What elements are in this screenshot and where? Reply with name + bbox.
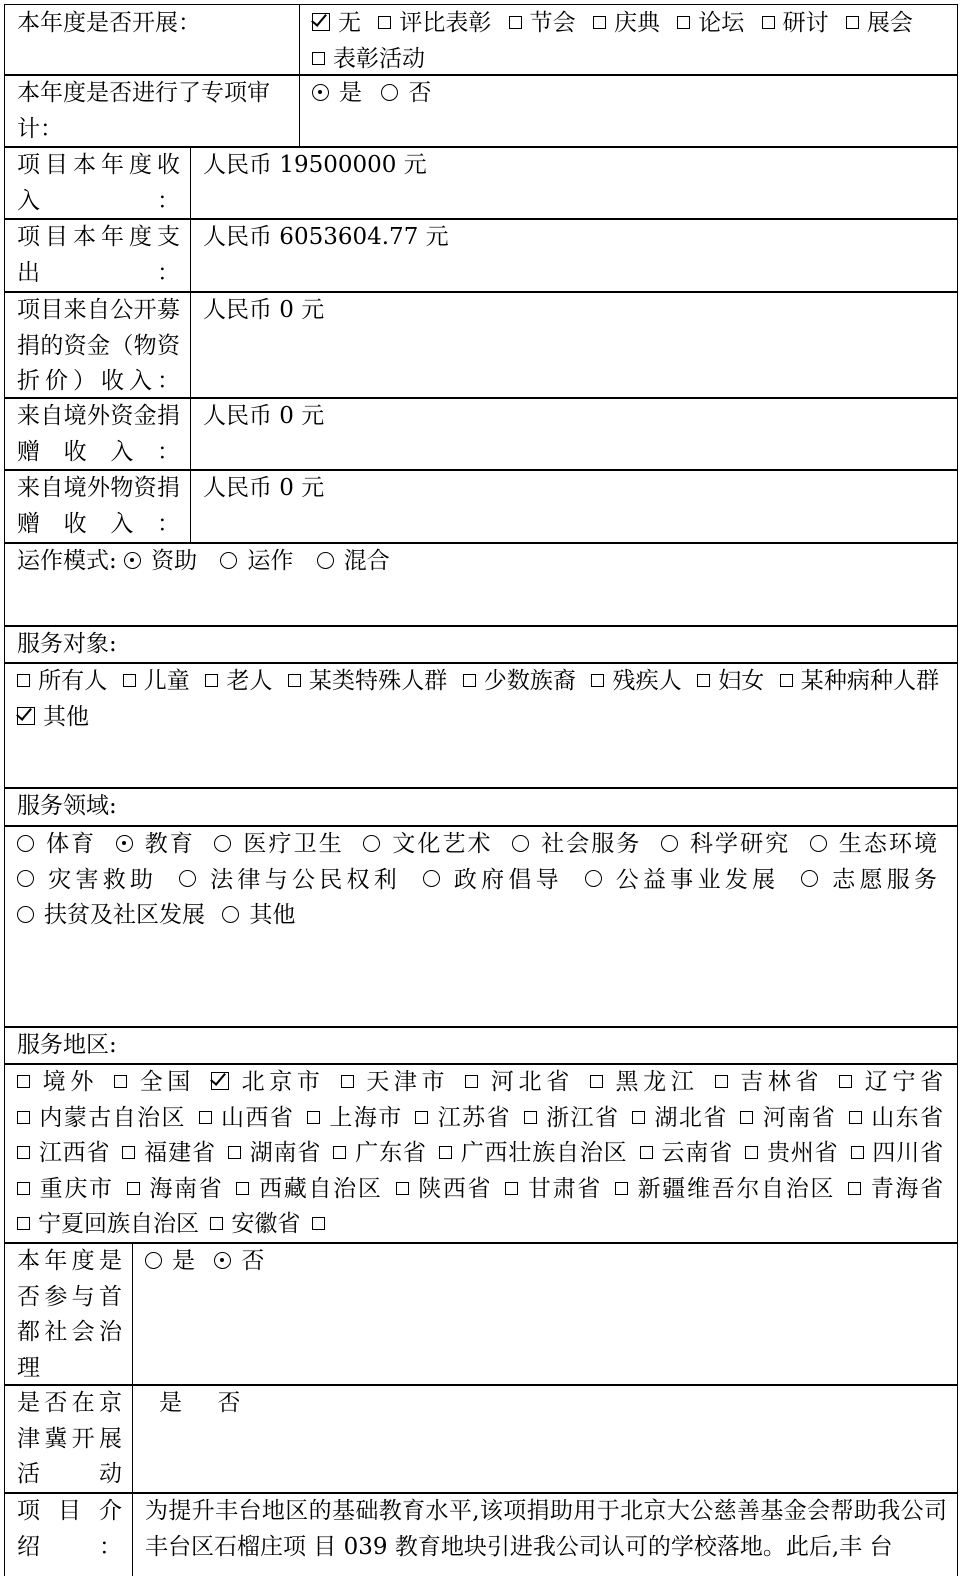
targets-option[interactable] xyxy=(780,668,939,694)
radio-icon[interactable] xyxy=(317,552,334,569)
regions-option[interactable] xyxy=(590,1069,699,1095)
regions-option-label: 北京市 xyxy=(236,1069,325,1095)
mode-option[interactable] xyxy=(317,548,390,574)
checkbox-icon[interactable] xyxy=(415,1111,428,1124)
jingjinji-options xyxy=(133,1385,957,1493)
fields-option-label: 扶贫及社区发展 xyxy=(44,902,205,928)
mode-label: 运作模式: xyxy=(17,548,117,574)
radio-icon[interactable] xyxy=(585,870,602,887)
audit-option[interactable] xyxy=(381,80,431,106)
regions-option[interactable] xyxy=(640,1140,733,1166)
regions-option[interactable] xyxy=(236,1176,382,1202)
fields-option[interactable] xyxy=(810,831,937,857)
activities-option[interactable] xyxy=(378,10,491,36)
mode-cell xyxy=(5,543,957,626)
regions-option-label: 黑龙江 xyxy=(610,1069,699,1095)
checkbox-icon[interactable] xyxy=(17,674,30,687)
regions-option-label: 青海省 xyxy=(869,1175,944,1202)
fields-option[interactable] xyxy=(585,867,780,893)
checkbox-icon[interactable] xyxy=(307,1111,320,1124)
regions-option-label: 湖南省 xyxy=(248,1140,322,1166)
checkbox-icon[interactable] xyxy=(341,1075,354,1088)
activities-label: 本年度是否开展： xyxy=(5,5,300,75)
regions-option[interactable] xyxy=(114,1069,195,1095)
fields-option[interactable] xyxy=(423,867,563,893)
fields-option-label: 生态环境 xyxy=(836,831,938,857)
checkbox-icon[interactable] xyxy=(590,1075,603,1088)
checkbox-icon[interactable] xyxy=(740,1111,753,1124)
checkbox-icon[interactable] xyxy=(745,1146,758,1159)
regions-option-label: 河南省 xyxy=(761,1104,837,1131)
activities-option-label: 表彰活动 xyxy=(333,45,425,72)
radio-icon[interactable] xyxy=(222,906,239,923)
checkbox-icon[interactable] xyxy=(114,1075,127,1088)
activities-option[interactable] xyxy=(762,10,829,36)
fields-option-label: 文化艺术 xyxy=(390,831,493,857)
regions-option-label: 江苏省 xyxy=(436,1104,511,1131)
radio-icon[interactable] xyxy=(145,1252,162,1269)
regions-option[interactable] xyxy=(415,1105,511,1131)
row-public-funds xyxy=(4,291,958,399)
checkbox-icon[interactable] xyxy=(839,1075,852,1088)
fields-option-label: 其他 xyxy=(249,902,296,928)
audit-options xyxy=(300,75,957,147)
fields-option[interactable] xyxy=(214,831,343,857)
targets-option[interactable] xyxy=(697,668,764,694)
radio-icon[interactable] xyxy=(810,835,827,852)
fields-option[interactable] xyxy=(222,902,295,928)
checkbox-icon[interactable] xyxy=(17,1075,30,1088)
regions-option-label: 新疆维吾尔自治区 xyxy=(635,1175,836,1202)
regions-option-label: 贵州省 xyxy=(766,1140,839,1166)
activities-option-label: 庆典 xyxy=(613,10,660,36)
regions-option-label: 西藏自治区 xyxy=(257,1175,383,1202)
checkbox-icon[interactable] xyxy=(849,1111,862,1124)
fields-option-label: 政府倡导 xyxy=(449,866,563,893)
regions-option[interactable] xyxy=(745,1140,838,1166)
foreign-funds-label: 来自境外资金捐赠收入： xyxy=(5,398,191,470)
activities-option[interactable] xyxy=(509,10,576,36)
regions-option[interactable] xyxy=(839,1069,943,1095)
checkbox-icon[interactable] xyxy=(439,1146,452,1159)
regions-option-label: 山西省 xyxy=(219,1104,295,1131)
radio-icon[interactable] xyxy=(661,835,678,852)
expense-label: 项目本年度支出： xyxy=(5,219,191,292)
regions-option[interactable] xyxy=(505,1176,602,1202)
capital_governance-option[interactable] xyxy=(145,1248,195,1274)
row-mode xyxy=(4,542,958,627)
capital-governance-label: 本年度是否参与首都社会治理 xyxy=(5,1243,133,1385)
regions-option[interactable] xyxy=(851,1140,944,1166)
regions-option[interactable] xyxy=(210,1211,300,1237)
fields-option-label: 医疗卫生 xyxy=(241,831,344,857)
fields-option[interactable] xyxy=(179,867,401,893)
regions-label: 服务地区: xyxy=(17,1032,117,1058)
fields-option-label: 志愿服务 xyxy=(827,866,938,893)
activities-option-label: 评比表彰 xyxy=(399,10,492,36)
targets-option-label: 某种病种人群 xyxy=(800,668,940,694)
regions-option[interactable] xyxy=(17,1176,114,1202)
regions-option[interactable] xyxy=(848,1176,943,1202)
checkbox-icon[interactable] xyxy=(463,674,476,687)
checked-checkbox-icon[interactable] xyxy=(211,1072,229,1090)
row-audit xyxy=(4,74,958,148)
targets-option[interactable] xyxy=(463,668,576,694)
intro-text: 为提升丰台地区的基础教育水平,该项捐助用于北京大公慈善基金会帮助我公司丰台区石榴庄项 目 039 教育地块引进我公司认可的学校落地。此后,丰 台 xyxy=(145,1498,947,1560)
checkbox-icon[interactable] xyxy=(122,1146,135,1159)
checkbox-icon[interactable] xyxy=(236,1182,249,1195)
radio-icon[interactable] xyxy=(214,835,231,852)
radio-icon[interactable] xyxy=(179,870,196,887)
row-intro xyxy=(4,1492,958,1576)
fields-label: 服务领域: xyxy=(17,793,117,819)
regions-option-label: 湖北省 xyxy=(653,1104,728,1131)
regions-option-label: 山东省 xyxy=(869,1104,944,1131)
regions-option-label: 内蒙古自治区 xyxy=(38,1104,186,1131)
checked-checkbox-icon[interactable] xyxy=(17,707,35,725)
capital_governance-option-label: 否 xyxy=(241,1248,265,1274)
checkbox-icon[interactable] xyxy=(632,1111,645,1124)
regions-option-label: 浙江省 xyxy=(544,1104,620,1131)
regions-option[interactable] xyxy=(228,1140,321,1166)
income-value: 人民币 19500000 元 xyxy=(203,152,427,178)
checkbox-icon[interactable] xyxy=(333,1146,346,1159)
regions-option[interactable] xyxy=(524,1105,620,1131)
regions-option-label: 广西壮族自治区 xyxy=(459,1140,628,1166)
regions-option[interactable] xyxy=(17,1140,110,1166)
audit-option[interactable] xyxy=(312,80,362,106)
regions-option[interactable] xyxy=(211,1069,325,1095)
row-foreign-goods xyxy=(4,469,958,544)
intro-label: 项目介绍： xyxy=(5,1493,133,1576)
checkbox-icon[interactable] xyxy=(17,1182,30,1195)
regions-options xyxy=(5,1064,957,1243)
radio-selected-icon[interactable] xyxy=(124,552,141,569)
regions-option-label: 福建省 xyxy=(143,1140,216,1166)
radio-icon[interactable] xyxy=(423,870,440,887)
targets-option-label: 儿童 xyxy=(143,668,190,694)
checkbox-icon[interactable] xyxy=(524,1111,537,1124)
checkbox-icon[interactable] xyxy=(851,1146,864,1159)
row-capital-governance xyxy=(4,1242,958,1386)
row-foreign-funds xyxy=(4,397,958,471)
regions-option-label: 甘肃省 xyxy=(526,1175,602,1202)
audit-label: 本年度是否进行了专项审计： xyxy=(5,75,300,147)
regions-option-label: 宁夏回族自治区 xyxy=(38,1211,199,1237)
regions-option[interactable] xyxy=(307,1105,403,1131)
targets-label: 服务对象: xyxy=(17,631,117,657)
checkbox-icon[interactable] xyxy=(210,1217,223,1230)
targets-option-label: 老人 xyxy=(226,668,273,694)
targets-option-label: 其他 xyxy=(43,703,89,730)
jingjinji-yes[interactable]: 是 xyxy=(159,1390,182,1416)
checkbox-icon[interactable] xyxy=(697,674,710,687)
fields-option[interactable] xyxy=(17,902,205,928)
targets-options xyxy=(5,663,957,788)
checkbox-icon[interactable] xyxy=(677,16,690,29)
regions-option-label: 云南省 xyxy=(660,1140,733,1166)
activities-option-label: 研讨 xyxy=(782,10,829,36)
jingjinji-no[interactable]: 否 xyxy=(217,1390,241,1416)
regions-option-label: 海南省 xyxy=(147,1175,224,1202)
fields-option[interactable] xyxy=(801,867,937,893)
capital_governance-option-label: 是 xyxy=(172,1248,195,1274)
activities-options xyxy=(300,5,957,75)
regions-option[interactable] xyxy=(17,1211,199,1237)
regions-option[interactable] xyxy=(312,1211,333,1237)
targets-option-label: 少数族裔 xyxy=(483,668,577,694)
audit-option-label: 是 xyxy=(339,80,362,106)
row-fields-options xyxy=(4,825,958,1028)
regions-option[interactable] xyxy=(615,1176,835,1202)
row-fields-label xyxy=(4,787,958,827)
expense-value: 人民币 6053604.77 元 xyxy=(203,224,449,250)
targets-option-label: 妇女 xyxy=(718,668,765,694)
activities-option-label: 节会 xyxy=(529,10,576,36)
activities-option[interactable] xyxy=(312,46,425,72)
income-label: 项目本年度收入： xyxy=(5,147,191,219)
jingjinji-label: 是否在京津冀开展活动 xyxy=(5,1385,133,1493)
checkbox-icon[interactable] xyxy=(715,1075,728,1088)
checkbox-icon[interactable] xyxy=(312,1217,325,1230)
radio-selected-icon[interactable] xyxy=(214,1252,231,1269)
capital_governance-option[interactable] xyxy=(214,1248,264,1274)
regions-option[interactable] xyxy=(17,1069,98,1095)
fields-option-label: 科学研究 xyxy=(687,831,791,857)
mode-option-label: 运作 xyxy=(247,548,294,574)
regions-option[interactable] xyxy=(333,1140,426,1166)
fields-option-label: 社会服务 xyxy=(539,831,642,857)
regions-option-label: 辽宁省 xyxy=(860,1069,944,1095)
checkbox-icon[interactable] xyxy=(591,674,604,687)
fields-option[interactable] xyxy=(363,831,492,857)
radio-icon[interactable] xyxy=(801,870,818,887)
public-funds-label: 项目来自公开募捐的资金（物资折价）收入： xyxy=(5,292,191,398)
checkbox-icon[interactable] xyxy=(505,1182,518,1195)
foreign-funds-value: 人民币 0 元 xyxy=(203,403,325,429)
row-regions-options xyxy=(4,1063,958,1244)
regions-option[interactable] xyxy=(632,1105,728,1131)
activities-option[interactable] xyxy=(593,10,660,36)
regions-option-label: 四川省 xyxy=(871,1140,944,1166)
foreign-goods-value: 人民币 0 元 xyxy=(203,475,325,501)
fields-option[interactable] xyxy=(661,831,790,857)
mode-option-label: 混合 xyxy=(343,548,390,574)
checkbox-icon[interactable] xyxy=(780,674,793,687)
mode-option[interactable] xyxy=(124,548,197,574)
regions-option[interactable] xyxy=(122,1140,215,1166)
checkbox-icon[interactable] xyxy=(465,1075,478,1088)
targets-option[interactable] xyxy=(123,668,190,694)
checked-checkbox-icon[interactable] xyxy=(312,13,330,31)
regions-option-label: 江西省 xyxy=(38,1140,111,1166)
foreign-goods-label: 来自境外物资捐赠收入： xyxy=(5,470,191,543)
regions-option[interactable] xyxy=(715,1069,824,1095)
targets-option-label: 残疾人 xyxy=(612,668,682,694)
checkbox-icon[interactable] xyxy=(127,1182,140,1195)
regions-option-label: 吉林省 xyxy=(735,1069,824,1095)
checkbox-icon[interactable] xyxy=(123,674,136,687)
targets-option[interactable] xyxy=(288,668,447,694)
row-expense xyxy=(4,218,958,293)
row-activities xyxy=(4,4,958,76)
checkbox-icon[interactable] xyxy=(205,674,218,687)
checkbox-icon[interactable] xyxy=(762,16,775,29)
checkbox-icon[interactable] xyxy=(199,1111,212,1124)
row-income xyxy=(4,146,958,220)
checkbox-icon[interactable] xyxy=(615,1182,628,1195)
mode-option[interactable] xyxy=(220,548,293,574)
fields-option[interactable] xyxy=(17,831,96,857)
activities-option[interactable] xyxy=(677,10,744,36)
regions-option-label: 全国 xyxy=(134,1069,195,1095)
regions-option[interactable] xyxy=(465,1069,574,1095)
radio-icon[interactable] xyxy=(220,552,237,569)
regions-option-label: 境外 xyxy=(38,1069,98,1095)
checkbox-icon[interactable] xyxy=(846,16,859,29)
targets-option-label: 某类特殊人群 xyxy=(308,668,448,694)
fields-option-label: 教育 xyxy=(142,831,195,857)
radio-selected-icon[interactable] xyxy=(312,84,329,101)
fields-option[interactable] xyxy=(17,867,157,893)
fields-option-label: 体育 xyxy=(44,831,97,857)
activities-option-label: 无 xyxy=(338,10,361,36)
regions-option-label: 上海市 xyxy=(327,1104,403,1131)
fields-option-label: 公益事业发展 xyxy=(611,866,780,893)
checkbox-icon[interactable] xyxy=(593,16,606,29)
regions-option-label: 河北省 xyxy=(486,1069,574,1095)
radio-selected-icon[interactable] xyxy=(116,835,133,852)
fields-option-label: 法律与公民权利 xyxy=(205,866,402,893)
mode-options xyxy=(124,548,406,574)
regions-option[interactable] xyxy=(396,1176,493,1202)
activities-option[interactable] xyxy=(846,10,913,36)
checkbox-icon[interactable] xyxy=(640,1146,653,1159)
checkbox-icon[interactable] xyxy=(396,1182,409,1195)
fields-option[interactable] xyxy=(512,831,641,857)
checkbox-icon[interactable] xyxy=(378,16,391,29)
fields-option[interactable] xyxy=(116,831,195,857)
regions-option[interactable] xyxy=(199,1105,295,1131)
regions-option[interactable] xyxy=(17,1105,186,1131)
regions-option[interactable] xyxy=(740,1105,836,1131)
radio-icon[interactable] xyxy=(381,84,398,101)
checkbox-icon[interactable] xyxy=(312,52,325,65)
checkbox-icon[interactable] xyxy=(509,16,522,29)
fields-option-label: 灾害救助 xyxy=(44,866,158,893)
checkbox-icon[interactable] xyxy=(848,1182,861,1195)
regions-option-label: 陕西省 xyxy=(416,1175,493,1202)
regions-option[interactable] xyxy=(341,1069,450,1095)
activities-option[interactable] xyxy=(312,10,361,36)
fields-options xyxy=(5,826,957,1027)
radio-icon[interactable] xyxy=(17,906,34,923)
regions-option-label: 天津市 xyxy=(361,1069,450,1095)
regions-option[interactable] xyxy=(439,1140,628,1166)
activities-option-label: 论坛 xyxy=(698,10,745,36)
regions-option-label: 广东省 xyxy=(354,1140,427,1166)
mode-option-label: 资助 xyxy=(151,548,198,574)
activities-option-label: 展会 xyxy=(866,10,913,36)
radio-icon[interactable] xyxy=(17,870,34,887)
targets-option[interactable] xyxy=(205,668,272,694)
radio-icon[interactable] xyxy=(512,835,529,852)
targets-option[interactable] xyxy=(17,668,107,694)
checkbox-icon[interactable] xyxy=(288,674,301,687)
checkbox-icon[interactable] xyxy=(17,1111,30,1124)
row-jingjinji xyxy=(4,1384,958,1494)
regions-option[interactable] xyxy=(127,1176,224,1202)
radio-icon[interactable] xyxy=(17,835,34,852)
row-regions-label xyxy=(4,1026,958,1065)
checkbox-icon[interactable] xyxy=(228,1146,241,1159)
row-targets-options xyxy=(4,662,958,789)
targets-option[interactable] xyxy=(591,668,681,694)
public-funds-value: 人民币 0 元 xyxy=(203,297,325,323)
regions-option-label: 重庆市 xyxy=(38,1175,114,1202)
capital-governance-options xyxy=(133,1243,957,1385)
targets-option-label: 所有人 xyxy=(38,668,108,694)
regions-option-label: 安徽省 xyxy=(231,1211,301,1237)
targets-option[interactable] xyxy=(17,704,89,730)
row-targets-label xyxy=(4,625,958,664)
regions-option[interactable] xyxy=(849,1105,943,1131)
checkbox-icon[interactable] xyxy=(17,1217,30,1230)
checkbox-icon[interactable] xyxy=(17,1146,30,1159)
audit-option-label: 否 xyxy=(408,80,432,106)
radio-icon[interactable] xyxy=(363,835,380,852)
